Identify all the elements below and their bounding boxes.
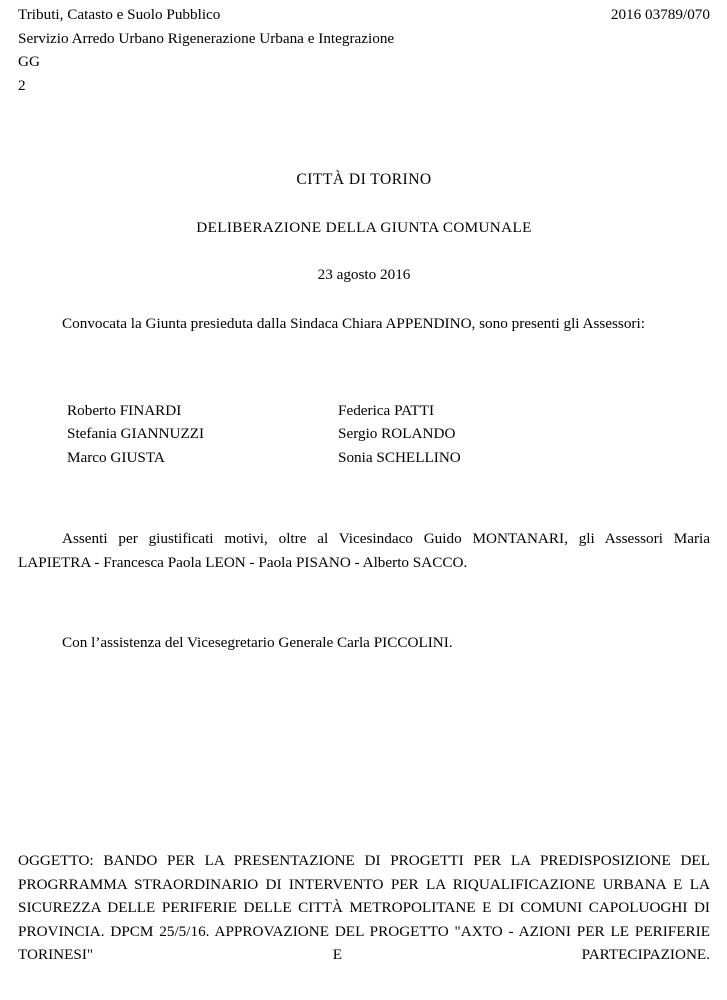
header-office-line-1: Tributi, Catasto e Suolo Pubblico: [18, 6, 221, 23]
assessors-column-left: [18, 399, 338, 470]
header-top-row: [18, 3, 710, 27]
assessors-list: [18, 399, 710, 470]
absent-paragraph: Assenti per giustificati motivi, oltre al Vicesindaco Guido MONTANARI, gli Assessori Maria LAPIETRA - Francesca Paola LEON - Paola PISANO - Alberto SACCO.: [18, 530, 710, 571]
assessor-name: Sergio ROLANDO: [338, 425, 456, 442]
spacer: [18, 469, 710, 527]
header-page-marker: 2: [18, 76, 26, 94]
assessor-name: Federica PATTI: [338, 401, 435, 419]
assessor-name: Stefania GIANNUZZI: [67, 425, 205, 442]
assessors-column-right: [338, 399, 461, 470]
document-header: [18, 0, 710, 97]
assessor-name: Marco GIUSTA: [67, 448, 165, 466]
title-city: CITTÀ DI TORINO: [296, 171, 432, 188]
header-office-line-2: Servizio Arredo Urbano Rigenerazione Urbana e Integrazione: [18, 29, 395, 47]
assessor-name: Sonia SCHELLINO: [338, 448, 461, 466]
oggetto-paragraph: OGGETTO: BANDO PER LA PRESENTAZIONE DI PROGETTI PER LA PREDISPOSIZIONE DEL PROGRRAMMA STRAORDINARIO DI INTERVENTO PER LA RIQUALIFICAZIONE URBANA E LA SICUREZZA DELLE PERIFERIE DELLE CITTÀ METROPOLITANE E DI COMUNI CAPOLUOGHI DI PROVINCIA. DPCM 25/5/16. APPROVAZIONE DEL PROGETTO "AXTO - AZIONI PER LE PERIFERIE TORINESI" E PARTECIPAZIONE.: [18, 852, 710, 963]
convocation-paragraph: Convocata la Giunta presieduta dalla Sindaca Chiara APPENDINO, sono presenti gli Assessori:: [62, 315, 645, 332]
header-document-number: 2016 03789/070: [610, 6, 710, 23]
title-date: 23 agosto 2016: [317, 266, 411, 283]
title-block: [18, 170, 710, 285]
header-initials: GG: [18, 53, 40, 70]
title-deliberation: DELIBERAZIONE DELLA GIUNTA COMUNALE: [196, 219, 532, 236]
spacer: [18, 574, 710, 631]
assistance-paragraph: Con l’assistenza del Vicesegretario Generale Carla PICCOLINI.: [62, 634, 453, 651]
assessor-name: Roberto FINARDI: [67, 401, 182, 419]
